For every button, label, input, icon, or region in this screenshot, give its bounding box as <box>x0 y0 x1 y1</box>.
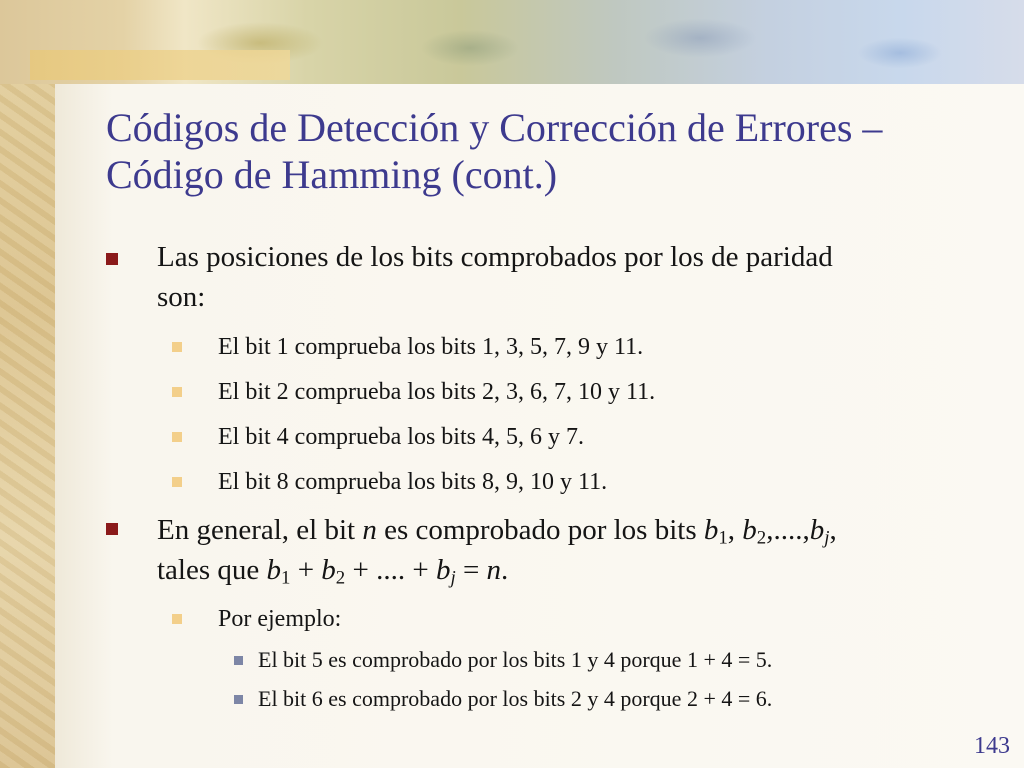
example-item: El bit 6 es comprobado por los bits 2 y 4 porque 2 + 4 = 6. <box>258 686 773 711</box>
left-texture-border <box>0 0 55 768</box>
sub-bullet-item: El bit 4 comprueba los bits 4, 5, 6 y 7. <box>218 424 584 450</box>
title-line-2: Código de Hamming (cont.) <box>106 152 558 197</box>
title-line-1: Códigos de Detección y Corrección de Errores – <box>106 105 883 150</box>
bullet-1-text <box>157 237 977 317</box>
bullet-1-line-1: Las posiciones de los bits comprobados por los de paridad <box>157 241 833 273</box>
page-number: 143 <box>974 733 1010 759</box>
sub-sub-bullet-square-icon <box>234 656 243 665</box>
sub-sub-bullet-square-icon <box>234 695 243 704</box>
sub-bullet-item: El bit 2 comprueba los bits 2, 3, 6, 7, 10 y 11. <box>218 379 656 405</box>
bullet-2-line-1: En general, el bit n es comprobado por los bits $b_1$, $b_2,....,b_j$, <box>157 514 837 549</box>
sub-bullet-square-icon <box>172 432 182 442</box>
example-label: Por ejemplo: <box>218 606 342 632</box>
bullet-square-icon <box>106 523 118 535</box>
example-item: El bit 5 es comprobado por los bits 1 y 4 porque 1 + 4 = 5. <box>258 647 773 672</box>
bullet-square-icon <box>106 253 118 265</box>
sub-bullet-square-icon <box>172 477 182 487</box>
sub-bullet-item: El bit 1 comprueba los bits 1, 3, 5, 7, 9 y 11. <box>218 334 644 360</box>
sub-bullet-square-icon <box>172 387 182 397</box>
bullet-2-text <box>157 510 977 590</box>
sub-bullet-item: El bit 8 comprueba los bits 8, 9, 10 y 11. <box>218 469 608 495</box>
bullet-1-line-2: son: <box>157 281 206 313</box>
sub-bullet-square-icon <box>172 342 182 352</box>
top-decorative-banner <box>0 0 1024 84</box>
sub-bullet-square-icon <box>172 614 182 624</box>
slide-title <box>106 104 1006 198</box>
banner-strip <box>30 50 290 80</box>
bullet-2-line-2: tales que $b_1 + b_2$ + .... + $b_j = n$. <box>157 554 509 589</box>
